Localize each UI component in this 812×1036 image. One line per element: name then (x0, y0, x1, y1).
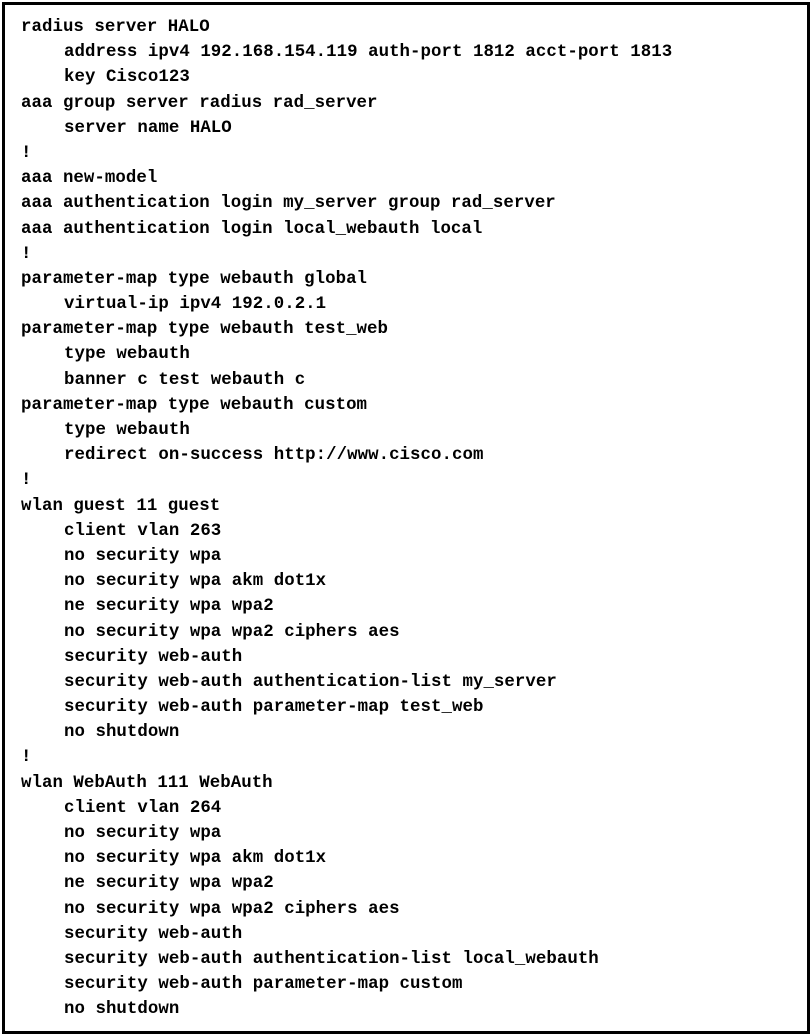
config-line: virtual-ip ipv4 192.0.2.1 (64, 295, 327, 315)
config-line: type webauth (64, 345, 190, 365)
config-line: wlan WebAuth 111 WebAuth (21, 773, 273, 793)
config-line: security web-auth parameter-map custom (64, 975, 463, 995)
config-line: banner c test webauth c (64, 370, 306, 390)
config-line: client vlan 263 (64, 521, 222, 541)
config-separator: ! (21, 143, 32, 163)
config-line: address ipv4 192.168.154.119 auth-port 1812 acct-port 1813 (64, 43, 673, 63)
config-line: parameter-map type webauth custom (21, 395, 368, 415)
config-line: security web-auth authentication-list local_webauth (64, 949, 599, 969)
config-line: server name HALO (64, 118, 232, 138)
config-line: parameter-map type webauth global (21, 269, 368, 289)
config-separator: ! (21, 748, 32, 768)
config-line: no security wpa (64, 546, 222, 566)
config-document-frame (2, 2, 810, 1034)
config-line: aaa new-model (21, 169, 158, 189)
config-line: no shutdown (64, 1000, 180, 1020)
config-line: aaa group server radius rad_server (21, 93, 378, 113)
config-line: security web-auth (64, 647, 243, 667)
config-line: security web-auth authentication-list my_server (64, 672, 557, 692)
config-line: wlan guest 11 guest (21, 496, 221, 516)
config-line: security web-auth parameter-map test_web (64, 698, 484, 718)
config-line: security web-auth (64, 924, 243, 944)
config-line: aaa authentication login my_server group rad_server (21, 194, 556, 214)
config-line: key Cisco123 (64, 68, 190, 88)
config-line: parameter-map type webauth test_web (21, 320, 389, 340)
config-separator: ! (21, 244, 32, 264)
config-line: type webauth (64, 421, 190, 440)
config-line: no security wpa (64, 824, 222, 843)
config-line: redirect on-success http://www.cisco.com (64, 446, 484, 466)
config-line: client vlan 264 (64, 798, 222, 818)
config-line: radius server HALO (21, 18, 210, 37)
config-line: no security wpa akm dot1x (64, 849, 327, 869)
config-line: no shutdown (64, 723, 180, 743)
config-line: no security wpa wpa2 ciphers aes (64, 899, 400, 919)
config-separator: ! (21, 471, 32, 491)
config-line: no security wpa akm dot1x (64, 572, 327, 592)
config-line: ne security wpa wpa2 (64, 874, 274, 894)
config-line: no security wpa wpa2 ciphers aes (64, 622, 400, 642)
config-line: aaa authentication login local_webauth local (21, 219, 483, 239)
config-listing (21, 15, 801, 1023)
config-line: ne security wpa wpa2 (64, 597, 274, 617)
